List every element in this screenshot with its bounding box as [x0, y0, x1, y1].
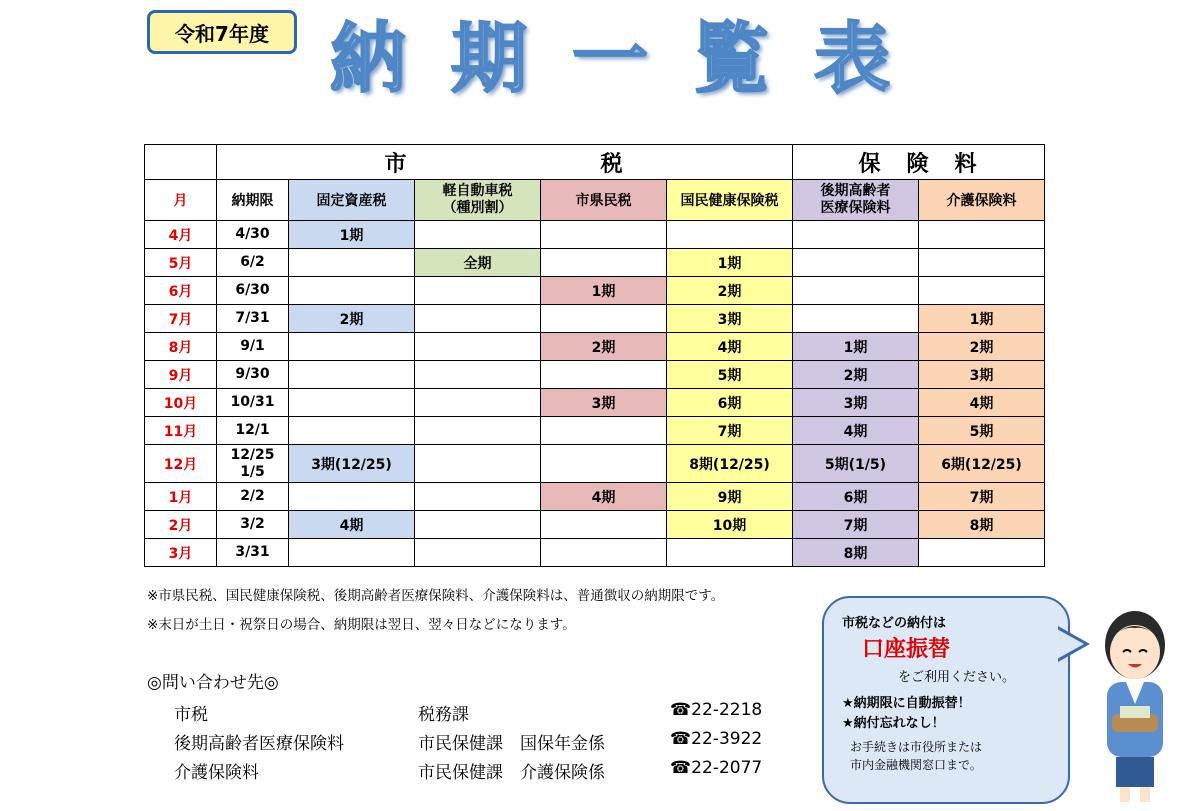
installment-cell: 9期 [667, 483, 793, 511]
title-char: 覧 [693, 14, 769, 103]
installment-cell: 1期 [793, 333, 919, 361]
installment-cell: 6期 [793, 483, 919, 511]
installment-cell: 7期 [793, 511, 919, 539]
month-cell: 5月 [145, 249, 217, 277]
installment-cell: 7期 [919, 483, 1045, 511]
installment-cell [541, 511, 667, 539]
installment-cell: 1期 [919, 305, 1045, 333]
bubble-footer: お手続きは市役所または [850, 740, 983, 754]
installment-cell [793, 277, 919, 305]
col-header-health-insurance-tax: 国民健康保険税 [667, 180, 793, 221]
installment-cell: 3期 [541, 389, 667, 417]
installment-cell [667, 221, 793, 249]
title-char: 一 [572, 14, 648, 103]
installment-cell: 3期 [667, 305, 793, 333]
installment-cell [415, 445, 541, 483]
bubble-bullet: ★納付忘れなし！ [842, 716, 945, 731]
installment-cell [415, 511, 541, 539]
installment-cell [415, 277, 541, 305]
installment-cell: 2期 [919, 333, 1045, 361]
installment-cell [541, 249, 667, 277]
contact-tel: ☎22-3922 [670, 729, 763, 749]
month-cell: 12月 [145, 445, 217, 483]
contact-tel: ☎22-2218 [670, 700, 763, 720]
due-date-cell: 2/2 [217, 483, 289, 511]
month-cell: 4月 [145, 221, 217, 249]
title-char: 表 [814, 14, 890, 103]
installment-cell: 8期(12/25) [667, 445, 793, 483]
installment-cell [793, 249, 919, 277]
installment-cell [415, 221, 541, 249]
title-char: 期 [451, 14, 527, 103]
installment-cell [415, 361, 541, 389]
installment-cell: 1期 [667, 249, 793, 277]
installment-cell [919, 539, 1045, 567]
installment-cell [289, 249, 415, 277]
installment-cell [289, 277, 415, 305]
table-row [145, 445, 1045, 483]
bubble-footer: 市内金融機関窓口まで。 [850, 758, 982, 772]
installment-cell [793, 221, 919, 249]
fiscal-year-badge: 令和7年度 [147, 10, 297, 54]
col-header-property-tax: 固定資産税 [289, 180, 415, 221]
due-date-cell: 12/25 1/5 [217, 445, 289, 483]
col-header-care-insurance: 介護保険料 [919, 180, 1045, 221]
installment-cell: 2期 [541, 333, 667, 361]
due-date-cell: 9/30 [217, 361, 289, 389]
installment-cell [415, 483, 541, 511]
col-header-month: 月 [145, 180, 217, 221]
table-row [145, 333, 1045, 361]
installment-cell: 3期(12/25) [289, 445, 415, 483]
due-date-cell: 10/31 [217, 389, 289, 417]
installment-cell: 5期 [667, 361, 793, 389]
installment-cell: 2期 [667, 277, 793, 305]
due-date-cell: 6/2 [217, 249, 289, 277]
schedule-table [144, 144, 1045, 567]
installment-cell [541, 445, 667, 483]
bubble-line2: をご利用ください。 [898, 670, 1016, 685]
month-cell: 11月 [145, 417, 217, 445]
installment-cell [415, 333, 541, 361]
bubble-highlight: 口座振替 [862, 637, 951, 662]
installment-cell: 6期(12/25) [919, 445, 1045, 483]
month-cell: 3月 [145, 539, 217, 567]
installment-cell: 4期 [793, 417, 919, 445]
month-cell: 7月 [145, 305, 217, 333]
col-header-elderly-medical: 後期高齢者 医療保険料 [793, 180, 919, 221]
installment-cell: 1期 [289, 221, 415, 249]
month-cell: 9月 [145, 361, 217, 389]
table-row [145, 277, 1045, 305]
table-row [145, 361, 1045, 389]
installment-cell [289, 389, 415, 417]
contact-dept: 市民保健課 国保年金係 [418, 734, 605, 754]
table-row [145, 249, 1045, 277]
installment-cell: 2期 [793, 361, 919, 389]
installment-cell [289, 333, 415, 361]
contact-item: 介護保険料 [174, 763, 259, 783]
group-header-row [145, 145, 1045, 180]
title-char: 納 [330, 14, 406, 103]
staff-illustration [1090, 600, 1180, 805]
installment-cell: 6期 [667, 389, 793, 417]
installment-cell [919, 249, 1045, 277]
contact-dept: 市民保健課 介護保険係 [418, 763, 605, 783]
col-header-due: 納期限 [217, 180, 289, 221]
table-row [145, 389, 1045, 417]
installment-cell [415, 539, 541, 567]
installment-cell [415, 417, 541, 445]
installment-cell: 7期 [667, 417, 793, 445]
due-date-cell: 3/31 [217, 539, 289, 567]
installment-cell: 8期 [793, 539, 919, 567]
installment-cell [289, 417, 415, 445]
month-cell: 10月 [145, 389, 217, 417]
due-date-cell: 12/1 [217, 417, 289, 445]
page-title [330, 14, 890, 104]
installment-cell [289, 539, 415, 567]
col-header-light-vehicle-tax: 軽自動車税 （種別割） [415, 180, 541, 221]
bubble-line1: 市税などの納付は [842, 616, 947, 631]
installment-cell: 4期 [541, 483, 667, 511]
installment-cell [919, 221, 1045, 249]
installment-cell [667, 539, 793, 567]
table-row [145, 221, 1045, 249]
due-date-cell: 4/30 [217, 221, 289, 249]
installment-cell: 4期 [667, 333, 793, 361]
installment-cell [919, 277, 1045, 305]
due-date-cell: 9/1 [217, 333, 289, 361]
contact-dept: 税務課 [418, 705, 469, 725]
bubble-bullet: ★納期限に自動振替！ [842, 696, 971, 711]
note-2: ※末日が土日・祝祭日の場合、納期限は翌日、翌々日などになります。 [147, 617, 576, 633]
installment-cell [415, 305, 541, 333]
installment-cell: 3期 [793, 389, 919, 417]
installment-cell: 全期 [415, 249, 541, 277]
column-header-row [145, 180, 1045, 221]
installment-cell [793, 305, 919, 333]
month-cell: 2月 [145, 511, 217, 539]
installment-cell [541, 417, 667, 445]
installment-cell: 10期 [667, 511, 793, 539]
installment-cell [541, 539, 667, 567]
table-row [145, 511, 1045, 539]
table-row [145, 483, 1045, 511]
installment-cell [289, 361, 415, 389]
installment-cell [541, 221, 667, 249]
installment-cell: 2期 [289, 305, 415, 333]
note-1: ※市県民税、国民健康保険税、後期高齢者医療保険料、介護保険料は、普通徴収の納期限です。 [147, 588, 725, 604]
installment-cell: 1期 [541, 277, 667, 305]
month-cell: 1月 [145, 483, 217, 511]
insurance-header: 保 険 料 [793, 145, 1045, 180]
contact-item: 後期高齢者医療保険料 [174, 734, 344, 754]
table-row [145, 539, 1045, 567]
city-tax-header: 市 税 [217, 145, 793, 180]
installment-cell: 8期 [919, 511, 1045, 539]
due-date-cell: 6/30 [217, 277, 289, 305]
installment-cell [415, 389, 541, 417]
installment-cell: 4期 [919, 389, 1045, 417]
contact-tel: ☎22-2077 [670, 758, 763, 778]
month-cell: 8月 [145, 333, 217, 361]
col-header-resident-tax: 市県民税 [541, 180, 667, 221]
table-row [145, 417, 1045, 445]
contact-heading: ◎問い合わせ先◎ [147, 673, 279, 693]
contact-item: 市税 [174, 705, 208, 725]
installment-cell: 5期(1/5) [793, 445, 919, 483]
installment-cell [289, 483, 415, 511]
month-cell: 6月 [145, 277, 217, 305]
installment-cell [541, 361, 667, 389]
installment-cell: 5期 [919, 417, 1045, 445]
installment-cell: 3期 [919, 361, 1045, 389]
table-row [145, 305, 1045, 333]
installment-cell [541, 305, 667, 333]
installment-cell: 4期 [289, 511, 415, 539]
due-date-cell: 7/31 [217, 305, 289, 333]
due-date-cell: 3/2 [217, 511, 289, 539]
